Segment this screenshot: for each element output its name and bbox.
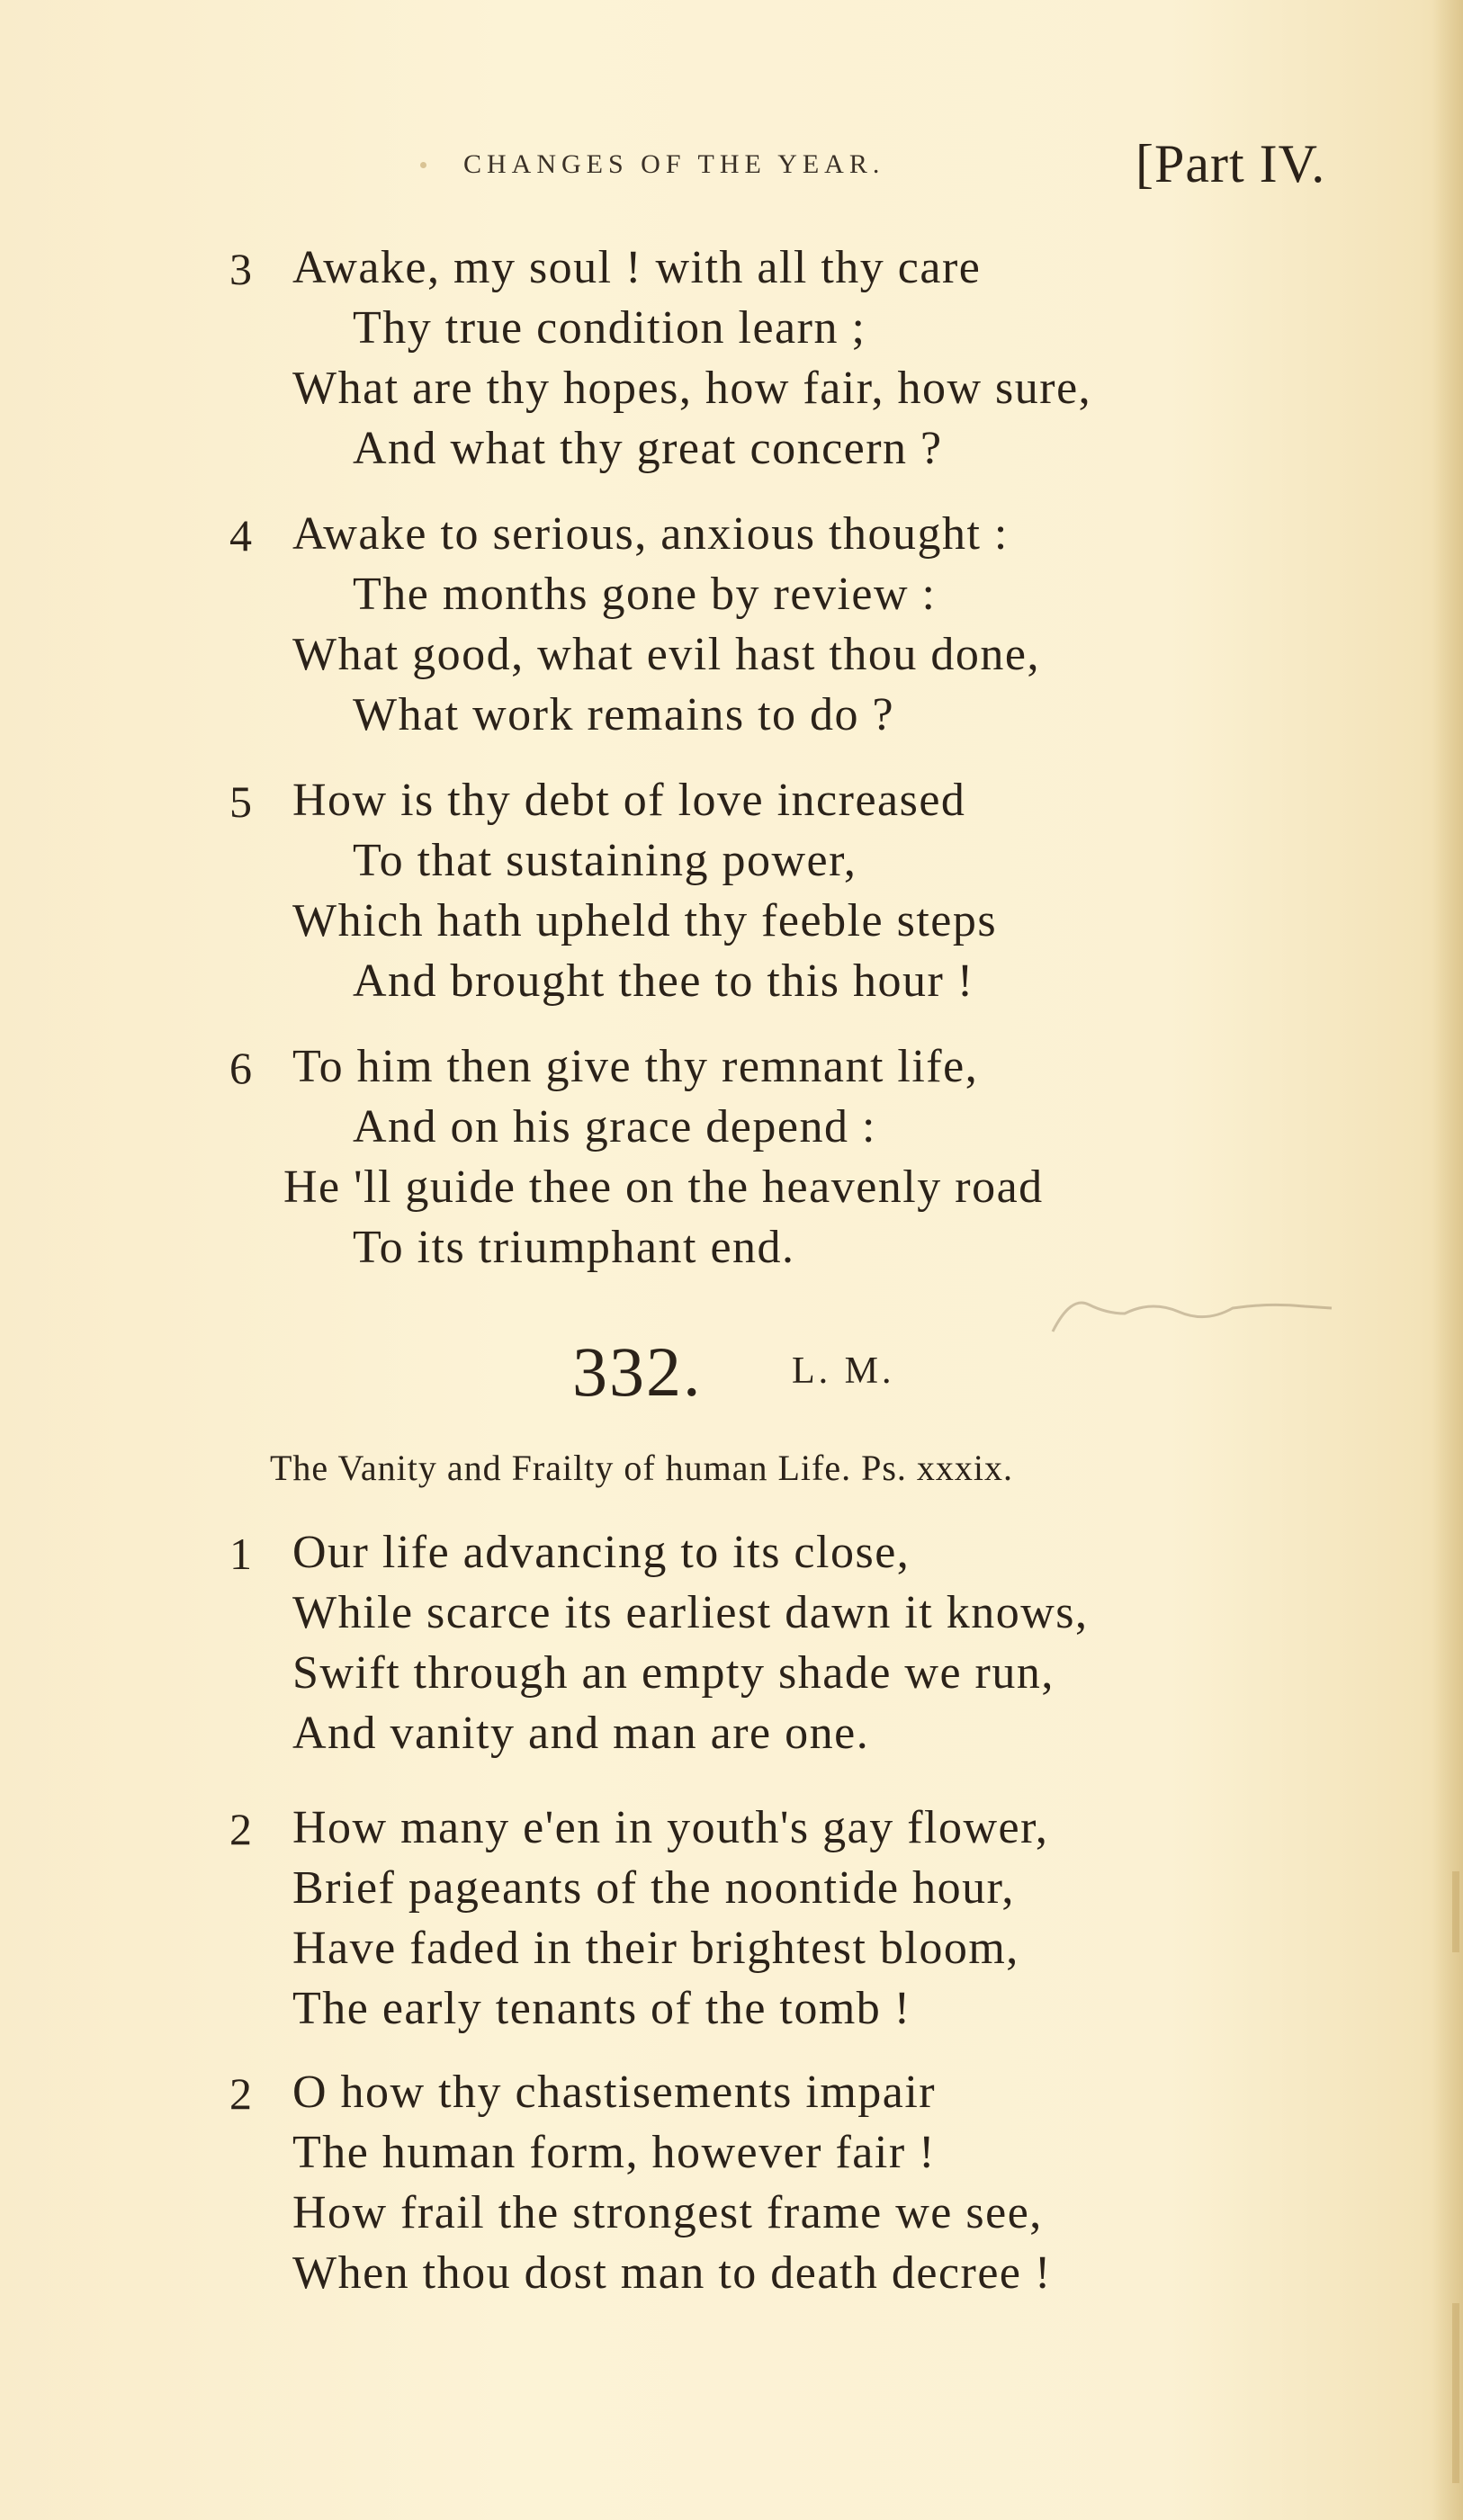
running-head-part: [Part IV. [1135, 134, 1326, 193]
verse-line: While scarce its earliest dawn it knows, [292, 1587, 1089, 1638]
verse-line: How frail the strongest frame we see, [292, 2187, 1043, 2238]
verse-line: O how thy chastisements impair [292, 2067, 937, 2118]
hymn-subtitle: The Vanity and Frailty of human Life. Ps. xxxix. [270, 1448, 1014, 1488]
page-edge-mark [1452, 2303, 1459, 2483]
stanza-number: 3 [229, 244, 252, 294]
verse-line: Brief pageants of the noontide hour, [292, 1862, 1015, 1914]
page-edge-shadow [1432, 0, 1463, 2520]
stanza-number: 1 [229, 1529, 252, 1579]
verse-line: Awake to serious, anxious thought : [292, 508, 1009, 560]
stanza-number: 2 [229, 2068, 252, 2119]
verse-line: Our life advancing to its close, [292, 1527, 911, 1578]
verse-line: Swift through an empty shade we run, [292, 1647, 1055, 1699]
verse-line: And brought thee to this hour ! [353, 955, 974, 1007]
verse-line: Thy true condition learn ; [353, 302, 866, 354]
stanza-number: 5 [229, 776, 252, 827]
verse-line: The months gone by review : [353, 569, 937, 620]
verse-line: Awake, my soul ! with all thy care [292, 242, 982, 293]
running-head-title: CHANGES OF THE YEAR. [463, 149, 885, 179]
verse-line: The human form, however fair ! [292, 2127, 936, 2178]
page-edge-mark [1452, 1871, 1459, 1952]
running-head [0, 133, 1463, 205]
verse-line: What are thy hopes, how fair, how sure, [292, 363, 1092, 414]
hymn-heading [0, 1332, 1463, 1412]
hymn-meter: L. M. [792, 1350, 895, 1392]
verse-line: And vanity and man are one. [292, 1708, 870, 1759]
verse-line: To its triumphant end. [353, 1222, 795, 1273]
stanza-number: 4 [229, 510, 252, 560]
verse-line: When thou dost man to death decree ! [292, 2247, 1052, 2299]
verse-line: How is thy debt of love increased [292, 775, 966, 826]
stanza-number: 6 [229, 1043, 252, 1093]
verse-line: And what thy great concern ? [353, 423, 943, 474]
verse-line: The early tenants of the tomb ! [292, 1983, 911, 2034]
verse-line: To him then give thy remnant life, [292, 1041, 979, 1092]
stanza-number: 2 [229, 1804, 252, 1854]
verse-line: Have faded in their brightest bloom, [292, 1923, 1019, 1974]
verse-line: What good, what evil hast thou done, [292, 629, 1040, 680]
verse-line: What work remains to do ? [353, 689, 895, 740]
verse-line: He 'll guide thee on the heavenly road [283, 1161, 1044, 1213]
verse-line: How many e'en in youth's gay flower, [292, 1802, 1049, 1853]
ornament-dot [420, 162, 426, 168]
verse-line: Which hath upheld thy feeble steps [292, 895, 998, 946]
hymn-number: 332. [572, 1332, 703, 1411]
verse-line: And on his grace depend : [353, 1101, 876, 1152]
verse-line: To that sustaining power, [353, 835, 857, 886]
